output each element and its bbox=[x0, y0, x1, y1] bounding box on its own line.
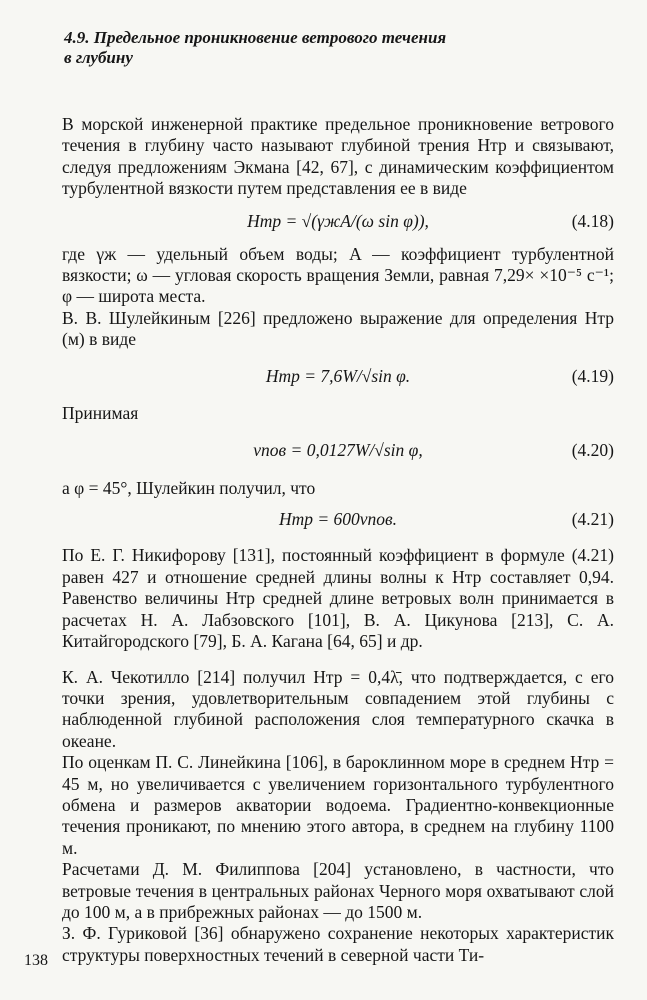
paragraph-nikiforov: По Е. Г. Никифорову [131], постоянный коэффициент в формуле (4.21) равен 427 и отношение средней длины волны к Hтр составляет 0,94. Равенство величины Hтр средней длине ветровых волн принимается в расчетах Н. А. Лабзовского [101], В. А. Цикунова [213], С. А. Китайгородского [79], Б. А. Кагана [64, 65] и др. bbox=[62, 545, 614, 652]
equation-4-21 bbox=[62, 499, 614, 539]
paragraph-gurikova: З. Ф. Гуриковой [36] обнаружено сохранение некоторых характеристик структуры поверхностных течений в северной части Ти- bbox=[62, 923, 614, 965]
heading-line-2: в глубину bbox=[64, 48, 133, 67]
section-heading bbox=[64, 28, 614, 68]
equation-4-20 bbox=[62, 424, 614, 478]
equation-formula: Hтр = √(γжA/(ω sin φ)), bbox=[247, 210, 429, 231]
equation-4-18 bbox=[62, 200, 614, 244]
page-number: 138 bbox=[24, 952, 48, 969]
paragraph-filippov: Расчетами Д. М. Филиппова [204] установлено, в частности, что ветровые течения в центральных районах Черного моря охватывают слой до 100 м, а в прибрежных районах — до 1500 м. bbox=[62, 859, 614, 922]
paragraph-lineikin: По оценкам П. С. Линейкина [106], в бароклинном море в среднем Hтр = 45 м, но увеличивается с увеличением горизонтального турбулентного обмена и размеров акватории водоема. Градиентно-конвекционные течения проникают, по мнению этого автора, в среднем на глубину 1100 м. bbox=[62, 752, 614, 858]
equation-formula: vпов = 0,0127W/√sin φ, bbox=[253, 440, 423, 461]
equation-number: (4.18) bbox=[571, 210, 614, 231]
paragraph-accepting: Принимая bbox=[62, 402, 139, 423]
equation-formula: Hтр = 7,6W/√sin φ. bbox=[265, 365, 411, 386]
equation-number: (4.20) bbox=[571, 440, 614, 461]
paragraph-phi: а φ = 45°, Шулейкин получил, что bbox=[62, 478, 316, 499]
paragraph-shuleikin: В. В. Шулейкиным [226] предложено выражение для определения Hтр (м) в виде bbox=[62, 307, 614, 350]
equation-number: (4.19) bbox=[571, 365, 614, 386]
equation-formula: Hтр = 600vпов. bbox=[278, 508, 398, 529]
paragraph-definitions: где γж — удельный объем воды; A — коэффициент турбулентной вязкости; ω — угловая скорость вращения Земли, равная 7,29× ×10⁻⁵ с⁻¹; φ — широта места. bbox=[62, 243, 614, 307]
equation-number: (4.21) bbox=[571, 508, 614, 529]
paragraph-chekotillo: К. А. Чекотилло [214] получил Hтр = 0,4λ̄, что подтверждается, с его точки зрения, удовлетворительным совпадением этой глубины с наблюденной глубиной расположения слоя температурного скачка в океане. bbox=[62, 666, 614, 751]
paragraph-intro: В морской инженерной практике предельное проникновение ветрового течения в глубину часто называют глубиной трения Hтр и связывают, следуя предложениям Экмана [42, 67], с динамическим коэффициентом турбулентной вязкости путем представления ее в виде bbox=[62, 114, 614, 199]
page-body bbox=[62, 28, 614, 966]
heading-line-1: 4.9. Предельное проникновение ветрового течения bbox=[64, 28, 447, 47]
equation-4-19 bbox=[62, 351, 614, 403]
